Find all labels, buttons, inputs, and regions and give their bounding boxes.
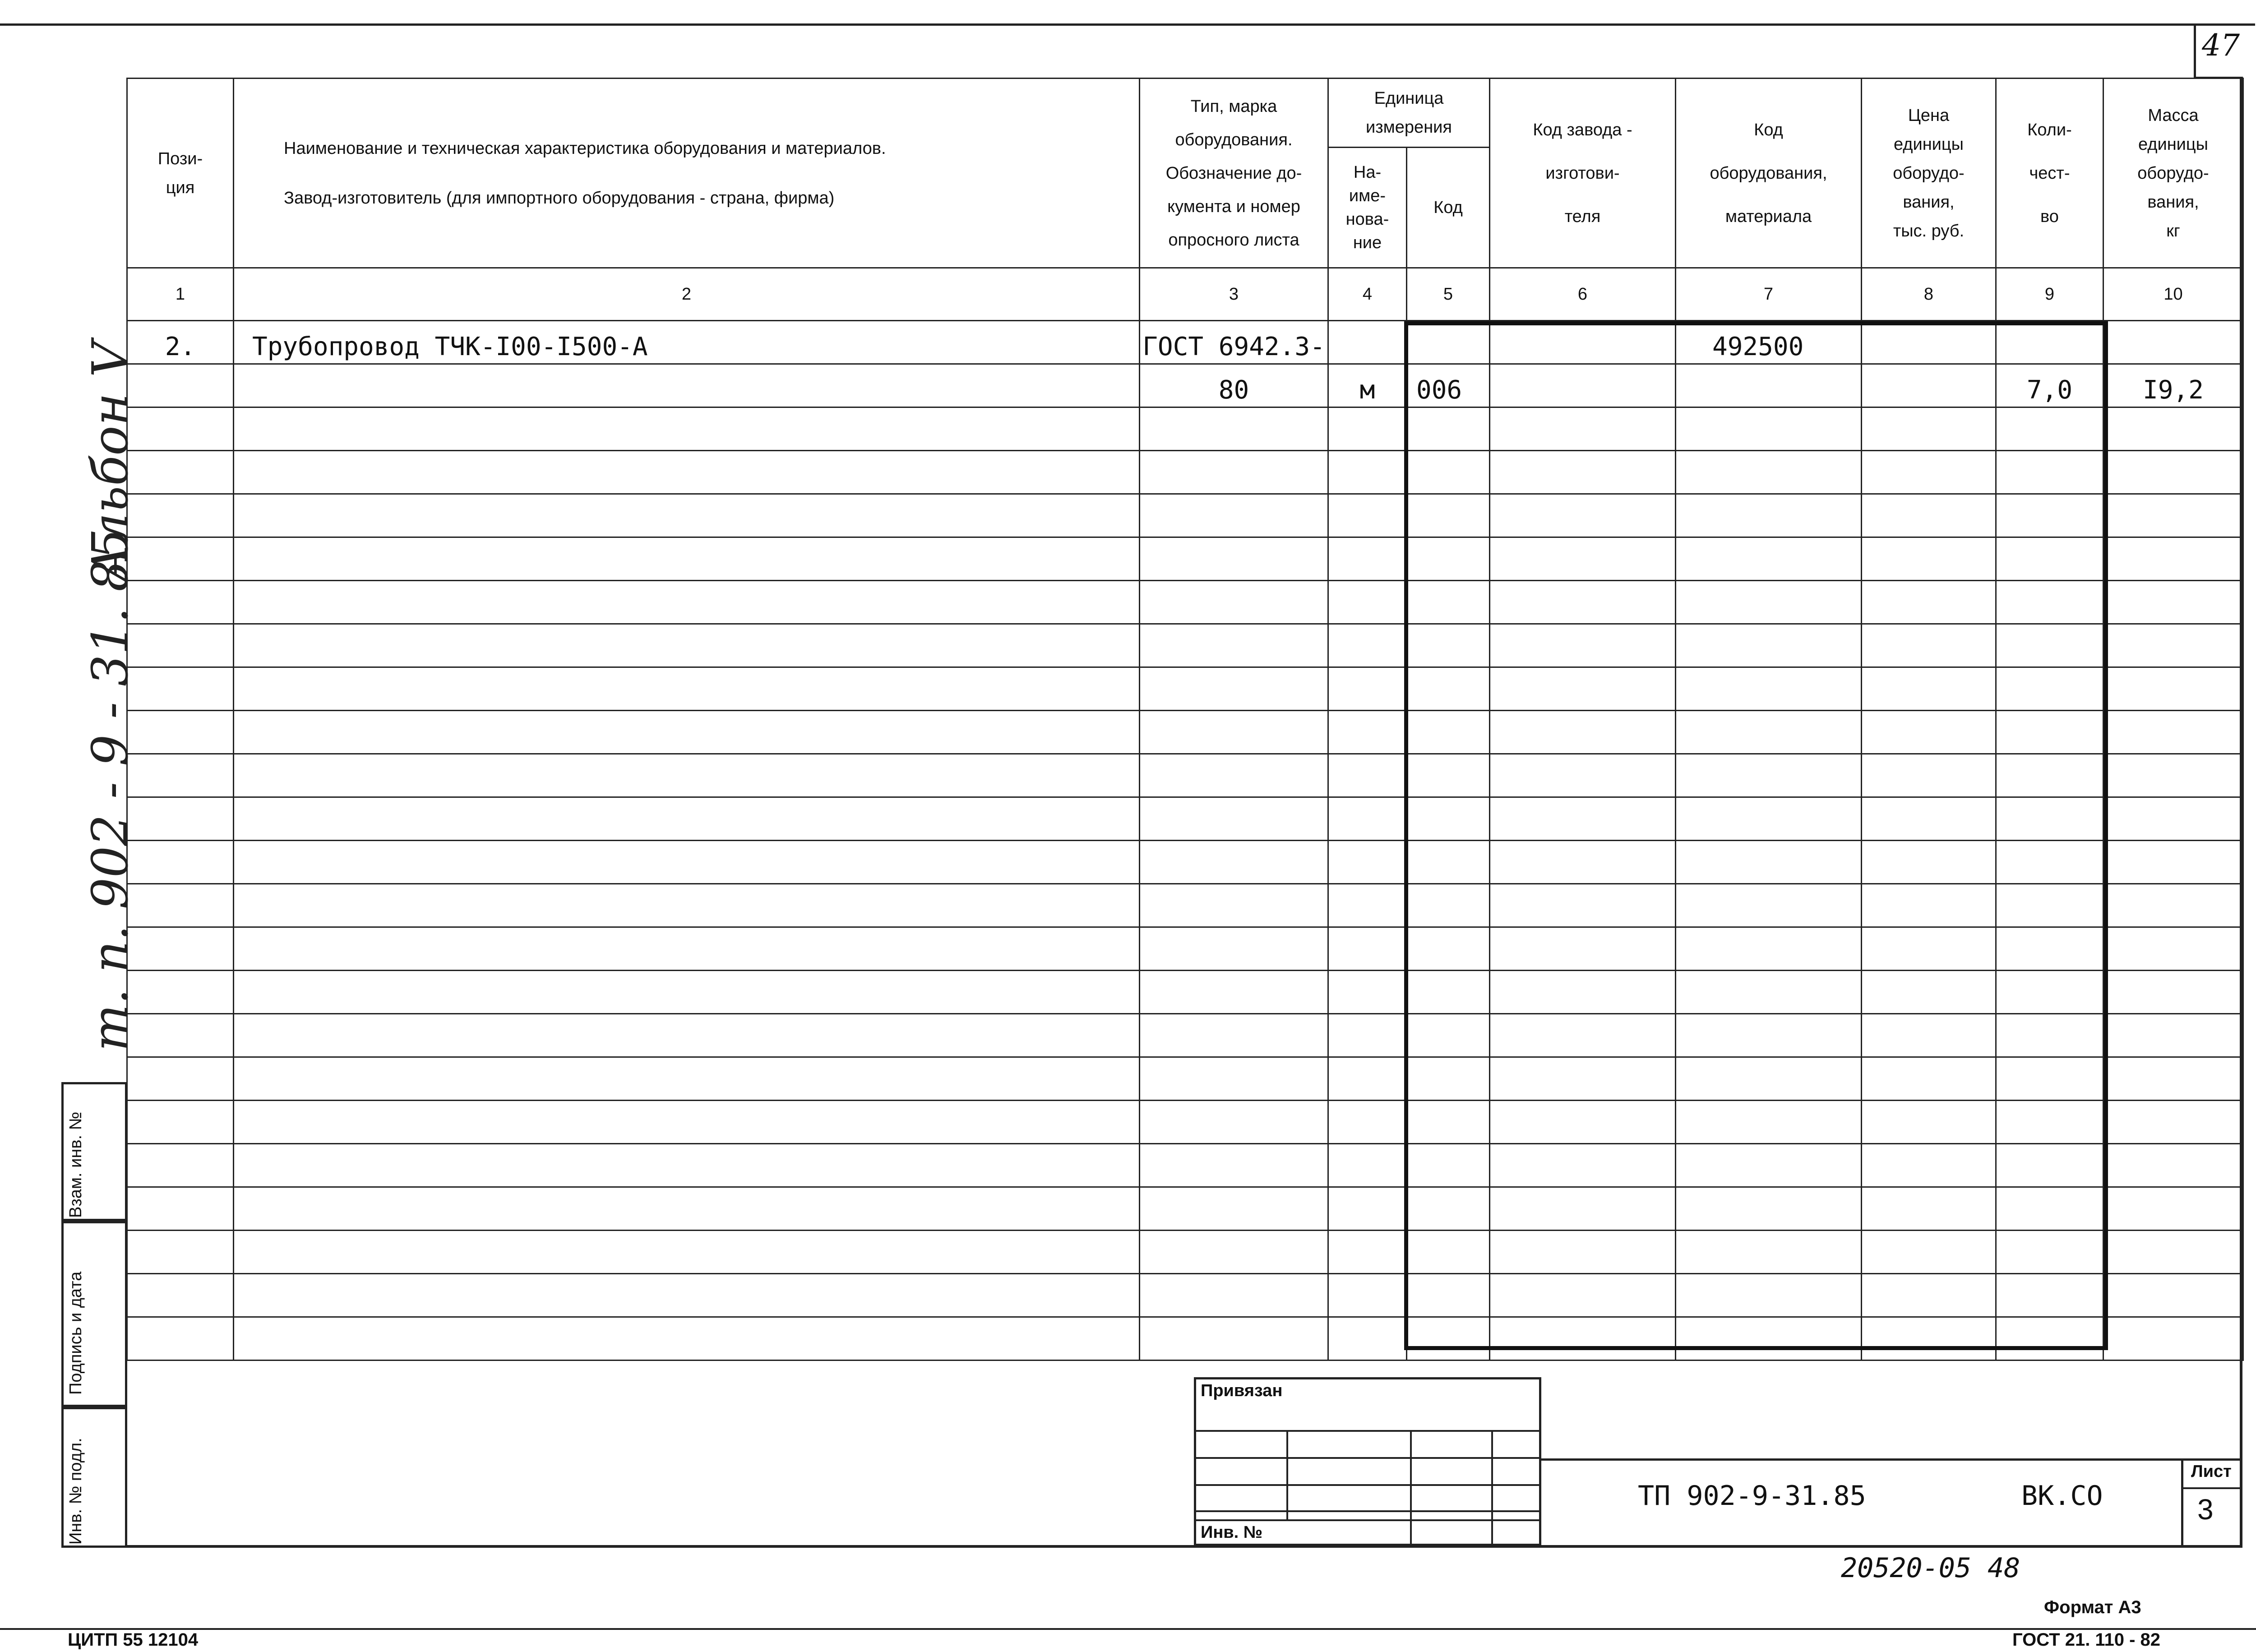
empty-cell — [234, 841, 1140, 884]
empty-cell — [2103, 1187, 2243, 1231]
handwritten-number: 20520-05 48 — [1841, 1552, 2020, 1584]
column-number: 2 — [234, 268, 1140, 321]
empty-cell — [234, 1274, 1140, 1317]
header-price: Цена единицы оборудо- вания, тыс. руб. — [1862, 79, 1996, 268]
empty-cell — [127, 1231, 234, 1274]
format-label: Формат А3 — [2044, 1597, 2141, 1617]
empty-cell — [1140, 927, 1328, 971]
empty-cell — [127, 451, 234, 494]
empty-cell — [234, 1231, 1140, 1274]
header-mass: Масса единицы оборудо- вания, кг — [2103, 79, 2243, 268]
title-block — [1194, 1377, 1541, 1546]
empty-cell — [234, 1144, 1140, 1187]
empty-cell — [2103, 624, 2243, 667]
empty-cell — [2103, 971, 2243, 1014]
empty-cell — [1140, 1187, 1328, 1231]
cell-mass: I9,2 — [2103, 364, 2243, 407]
empty-cell — [1140, 581, 1328, 624]
empty-cell — [1328, 407, 1407, 451]
empty-cell — [234, 971, 1140, 1014]
frame-top-line — [0, 23, 2255, 26]
column-number: 1 — [127, 268, 234, 321]
empty-cell — [1328, 1101, 1407, 1144]
cell-unit: м — [1328, 364, 1407, 407]
cell-name: Трубопровод ТЧК-I00-I500-А — [234, 321, 1140, 364]
cell-quantity: 7,0 — [1996, 364, 2103, 407]
empty-cell — [234, 494, 1140, 537]
cell-position — [127, 364, 234, 407]
empty-cell — [2103, 1274, 2243, 1317]
cell-document: 80 — [1140, 364, 1328, 407]
empty-cell — [1140, 1144, 1328, 1187]
empty-cell — [1328, 667, 1407, 711]
empty-cell — [1328, 1057, 1407, 1101]
empty-cell — [234, 581, 1140, 624]
project-label: т. п. 902 - 9 - 31. 85 — [81, 528, 139, 1051]
header-material-code: Код оборудования, материала — [1676, 79, 1862, 268]
empty-cell — [2103, 1014, 2243, 1057]
empty-cell — [1328, 624, 1407, 667]
outer-bottom-line — [0, 1628, 2256, 1630]
empty-cell — [234, 451, 1140, 494]
empty-cell — [2103, 1317, 2243, 1360]
empty-cell — [1328, 451, 1407, 494]
gost-label: ГОСТ 21. 110 - 82 — [2012, 1630, 2160, 1650]
empty-cell — [2103, 1057, 2243, 1101]
empty-cell — [1140, 1057, 1328, 1101]
cell-document: ГОСТ 6942.3- — [1140, 321, 1328, 364]
empty-cell — [1328, 1144, 1407, 1187]
title-block-divider — [1541, 1458, 2241, 1461]
empty-cell — [127, 711, 234, 754]
empty-cell — [234, 1187, 1140, 1231]
empty-cell — [234, 1014, 1140, 1057]
empty-cell — [2103, 667, 2243, 711]
empty-cell — [1140, 1231, 1328, 1274]
cell-material-code: 492500 — [1676, 321, 1862, 364]
stamp-inv-podl: Инв. № подл. — [61, 1407, 127, 1548]
empty-cell — [1140, 494, 1328, 537]
empty-cell — [234, 1101, 1140, 1144]
empty-cell — [234, 1317, 1140, 1360]
empty-cell — [1328, 884, 1407, 927]
empty-cell — [234, 667, 1140, 711]
column-number: 10 — [2103, 268, 2243, 321]
empty-cell — [1140, 451, 1328, 494]
empty-cell — [234, 537, 1140, 581]
empty-cell — [127, 797, 234, 841]
inv-number-label: Инв. № — [1201, 1523, 1263, 1542]
stamp-podpis-data: Подпись и дата — [61, 1221, 127, 1407]
empty-cell — [234, 797, 1140, 841]
empty-cell — [1328, 797, 1407, 841]
empty-cell — [1328, 841, 1407, 884]
empty-cell — [127, 1187, 234, 1231]
column-number: 4 — [1328, 268, 1407, 321]
privyazan-label: Привязан — [1201, 1381, 1283, 1400]
album-label: Альбон V — [81, 341, 139, 582]
cell-position: 2. — [127, 321, 234, 364]
empty-cell — [1328, 1274, 1407, 1317]
empty-cell — [1328, 711, 1407, 754]
empty-cell — [127, 841, 234, 884]
empty-cell — [1140, 884, 1328, 927]
empty-cell — [127, 1317, 234, 1360]
empty-cell — [127, 624, 234, 667]
empty-cell — [1328, 1187, 1407, 1231]
column-number: 9 — [1996, 268, 2103, 321]
empty-cell — [127, 971, 234, 1014]
empty-cell — [1140, 841, 1328, 884]
left-code: ЦИТП 55 12104 — [68, 1630, 199, 1650]
empty-cell — [1140, 667, 1328, 711]
bold-columns-frame — [1404, 321, 2108, 1350]
sheet-box-divider — [2181, 1487, 2241, 1489]
empty-cell — [234, 624, 1140, 667]
empty-cell — [127, 581, 234, 624]
empty-cell — [127, 1274, 234, 1317]
empty-cell — [1328, 1231, 1407, 1274]
empty-cell — [2103, 1101, 2243, 1144]
cell-unit-code: 006 — [1407, 364, 1490, 407]
cell-name — [234, 364, 1140, 407]
column-number: 3 — [1140, 268, 1328, 321]
empty-cell — [1328, 1317, 1407, 1360]
sheet-label: Лист — [2191, 1462, 2232, 1481]
empty-cell — [2103, 1144, 2243, 1187]
empty-cell — [127, 1057, 234, 1101]
empty-cell — [127, 1014, 234, 1057]
empty-cell — [1140, 1317, 1328, 1360]
empty-cell — [1140, 407, 1328, 451]
document-mark: ВК.СО — [2021, 1480, 2103, 1512]
empty-cell — [127, 667, 234, 711]
empty-cell — [234, 927, 1140, 971]
empty-cell — [2103, 841, 2243, 884]
empty-cell — [127, 754, 234, 797]
empty-cell — [2103, 581, 2243, 624]
empty-cell — [127, 927, 234, 971]
empty-cell — [1140, 711, 1328, 754]
column-number: 7 — [1676, 268, 1862, 321]
empty-cell — [1140, 797, 1328, 841]
header-unit-code: Код — [1407, 148, 1490, 268]
header-position: Пози- ция — [127, 79, 234, 268]
cell-mass — [2103, 321, 2243, 364]
empty-cell — [1328, 754, 1407, 797]
empty-cell — [234, 884, 1140, 927]
empty-cell — [234, 407, 1140, 451]
header-column-numbers — [127, 268, 2243, 321]
empty-cell — [127, 1101, 234, 1144]
empty-cell — [2103, 927, 2243, 971]
empty-cell — [1140, 1274, 1328, 1317]
header-unit-group: Единица измерения — [1328, 79, 1490, 148]
header-unit-name: На- име- нова- ние — [1328, 148, 1407, 268]
empty-cell — [1328, 927, 1407, 971]
stamp-vzam-inv: Взам. инв. № — [61, 1082, 127, 1221]
empty-cell — [1140, 971, 1328, 1014]
empty-cell — [2103, 537, 2243, 581]
empty-cell — [2103, 407, 2243, 451]
column-number: 8 — [1862, 268, 1996, 321]
empty-cell — [2103, 451, 2243, 494]
column-number: 6 — [1490, 268, 1676, 321]
sheet-number: 3 — [2197, 1493, 2214, 1526]
header-maker-code: Код завода - изготови- теля — [1490, 79, 1676, 268]
empty-cell — [1328, 971, 1407, 1014]
empty-cell — [1140, 537, 1328, 581]
page-number: 47 — [2202, 28, 2240, 63]
empty-cell — [1328, 494, 1407, 537]
empty-cell — [234, 754, 1140, 797]
header-type: Тип, марка оборудования. Обозначение до- кумента и номер опросного листа — [1140, 79, 1328, 268]
document-code: ТП 902-9-31.85 — [1638, 1480, 1866, 1512]
empty-cell — [2103, 884, 2243, 927]
empty-cell — [127, 407, 234, 451]
empty-cell — [1140, 754, 1328, 797]
empty-cell — [1328, 581, 1407, 624]
empty-cell — [127, 537, 234, 581]
cell-unit — [1328, 321, 1407, 364]
header-name: Наименование и техническая характеристика оборудования и материалов. Завод-изготовитель (для импортного оборудования - страна, фирма) — [234, 79, 1140, 268]
empty-cell — [234, 1057, 1140, 1101]
header-quantity: Коли- чест- во — [1996, 79, 2103, 268]
empty-cell — [234, 711, 1140, 754]
empty-cell — [127, 1144, 234, 1187]
empty-cell — [2103, 494, 2243, 537]
empty-cell — [1328, 537, 1407, 581]
column-number: 5 — [1407, 268, 1490, 321]
empty-cell — [2103, 754, 2243, 797]
empty-cell — [2103, 797, 2243, 841]
empty-cell — [127, 494, 234, 537]
empty-cell — [1328, 1014, 1407, 1057]
empty-cell — [2103, 711, 2243, 754]
empty-cell — [1140, 1101, 1328, 1144]
frame-right-line — [2240, 78, 2242, 1548]
empty-cell — [127, 884, 234, 927]
empty-cell — [1140, 624, 1328, 667]
empty-cell — [2103, 1231, 2243, 1274]
frame-bottom-line — [126, 1545, 2242, 1548]
empty-cell — [1140, 1014, 1328, 1057]
